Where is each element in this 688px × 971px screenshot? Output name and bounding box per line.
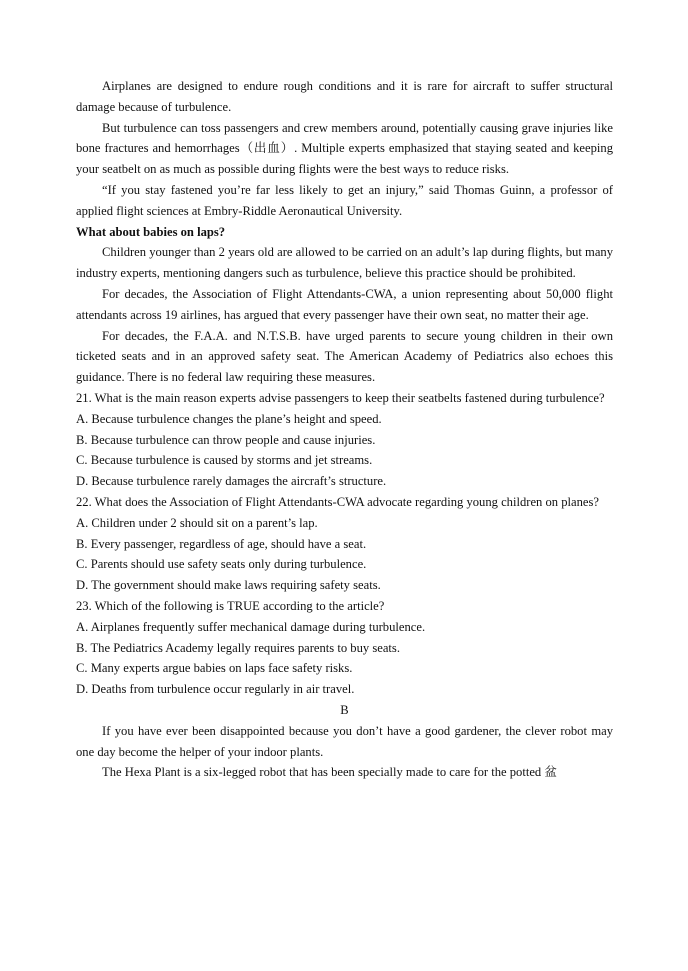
answer-option: C. Parents should use safety seats only during turbulence. — [76, 557, 367, 572]
paragraph: For decades, the F.A.A. and N.T.S.B. have urged parents to secure young children in their own ticketed seats and in an approved safety seat. The American Academy of Pediatrics also echoes this guidance. There is no federal law requiring these measures. — [76, 328, 613, 385]
answer-option: B. Because turbulence can throw people and cause injuries. — [76, 432, 376, 447]
answer-option: D. Because turbulence rarely damages the aircraft’s structure. — [76, 474, 387, 489]
section-heading: What about babies on laps? — [76, 224, 226, 239]
document-page — [76, 76, 613, 783]
paragraph: Children younger than 2 years old are allowed to be carried on an adult’s lap during flights, but many industry experts, mentioning dangers such as turbulence, believe this practice should be prohibited. — [76, 245, 613, 281]
question-23 — [76, 596, 613, 700]
paragraph: If you have ever been disappointed because you don’t have a good gardener, the clever robot may one day become the helper of your indoor plants. — [76, 723, 613, 759]
paragraph: The Hexa Plant is a six-legged robot that has been specially made to care for the potted 盆 — [102, 765, 557, 780]
answer-option: A. Because turbulence changes the plane’s height and speed. — [76, 411, 382, 426]
paragraph: Airplanes are designed to endure rough conditions and it is rare for aircraft to suffer structural damage because of turbulence. — [76, 79, 613, 114]
answer-option: B. The Pediatrics Academy legally requires parents to buy seats. — [76, 640, 400, 655]
answer-option: D. Deaths from turbulence occur regularly in air travel. — [76, 682, 355, 697]
section-label: B — [340, 702, 349, 717]
answer-option: B. Every passenger, regardless of age, should have a seat. — [76, 536, 367, 551]
answer-option: A. Children under 2 should sit on a parent’s lap. — [76, 515, 318, 530]
paragraph: But turbulence can toss passengers and crew members around, potentially causing grave injuries like bone fractures and hemorrhages（出血）. Multiple experts emphasized that staying seated and keeping your seatbelt on as much as possible during flights were the best ways to reduce risks. — [76, 120, 613, 177]
question-stem: 22. What does the Association of Flight Attendants-CWA advocate regarding young children on planes? — [76, 494, 599, 509]
answer-option: C. Because turbulence is caused by storms and jet streams. — [76, 453, 373, 468]
question-22 — [76, 492, 613, 596]
paragraph: For decades, the Association of Flight Attendants-CWA, a union representing about 50,000 flight attendants across 19 airlines, has argued that every passenger have their own seat, no matter their age. — [76, 286, 613, 322]
answer-option: C. Many experts argue babies on laps face safety risks. — [76, 661, 353, 676]
paragraph: “If you stay fastened you’re far less likely to get an injury,” said Thomas Guinn, a professor of applied flight sciences at Embry-Riddle Aeronautical University. — [76, 182, 613, 218]
question-stem: 21. What is the main reason experts advise passengers to keep their seatbelts fastened during turbulence? — [76, 390, 605, 405]
question-21 — [76, 388, 613, 492]
answer-option: D. The government should make laws requiring safety seats. — [76, 578, 381, 593]
question-stem: 23. Which of the following is TRUE according to the article? — [76, 598, 385, 613]
answer-option: A. Airplanes frequently suffer mechanical damage during turbulence. — [76, 619, 426, 634]
